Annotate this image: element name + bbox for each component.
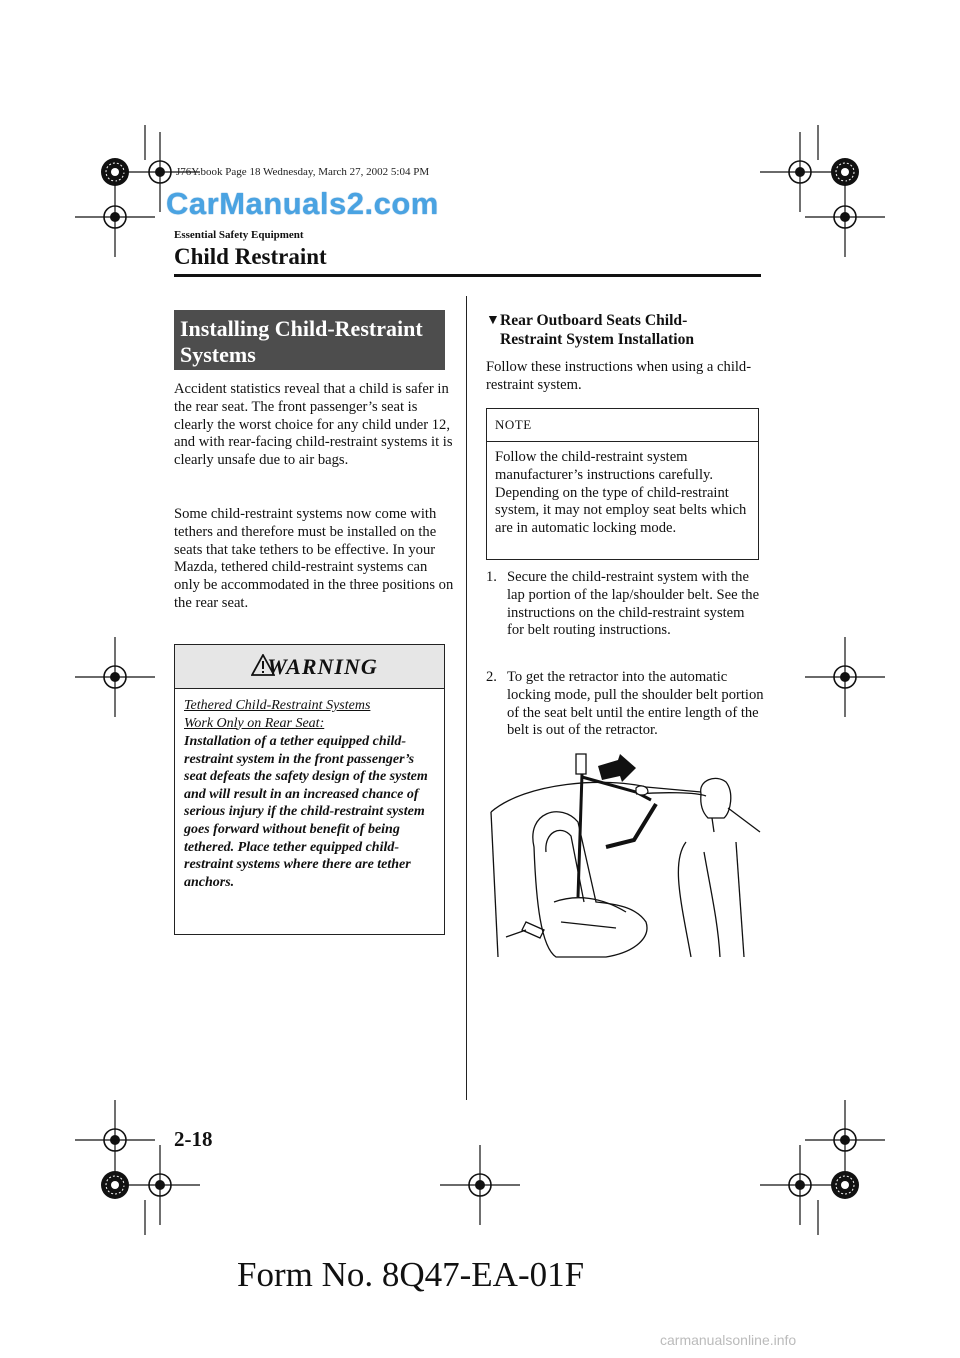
step-2-number: 2. bbox=[486, 669, 497, 685]
intro-paragraph: Follow these instructions when using a child-restraint system. bbox=[486, 359, 752, 393]
warning-subtitle-line-2: Work Only on Rear Seat: bbox=[184, 715, 325, 731]
warning-header bbox=[175, 645, 444, 689]
form-number: Form No. 8Q47-EA-01F bbox=[237, 1255, 585, 1294]
footer-watermark[interactable]: carmanualsonline.info bbox=[660, 1332, 797, 1348]
book-info-line: J76Y.book Page 18 Wednesday, March 27, 2002 5:04 PM bbox=[176, 166, 430, 178]
note-text: Follow the child-restraint system manufacturer’s instructions carefully. Depending on the type of child-restraint system, it may not employ seat belts which are in automatic locking mode. bbox=[495, 449, 747, 537]
step-1 bbox=[486, 569, 764, 659]
subheading-line-2: Restraint System Installation bbox=[500, 331, 695, 348]
title-rule bbox=[174, 274, 761, 277]
note-title: NOTE bbox=[495, 417, 532, 432]
section-banner bbox=[174, 310, 445, 370]
page-title: Child Restraint bbox=[174, 244, 327, 269]
step-1-number: 1. bbox=[486, 569, 497, 585]
warning-text: Installation of a tether equipped child-restraint system in the front passenger’s seat defeats the safety design of the system and will result in an increased chance of serious injury if the child-restraint system goes forward without benefit of being tethered. Place tether equipped child-restraint systems where there are tether anchors. bbox=[184, 734, 428, 890]
watermark-logo[interactable]: CarManuals2.com bbox=[166, 186, 439, 221]
column-divider bbox=[466, 296, 467, 1100]
note-box bbox=[486, 408, 759, 560]
section-label: Essential Safety Equipment bbox=[174, 229, 304, 241]
step-2-text: To get the retractor into the automatic locking mode, pull the shoulder belt portion of the seat belt until the entire length of the belt is out of the retractor. bbox=[507, 669, 764, 739]
triangle-marker-icon: ▼ bbox=[486, 313, 500, 328]
paragraph-tethers: Some child-restraint systems now come with tethers and therefore must be installed on the seats that take tethers to be effective. In your Mazda, tethered child-restraint systems can only be accommodated in the three positions on the rear seat. bbox=[174, 506, 454, 611]
banner-line-1: Installing Child-Restraint bbox=[180, 316, 423, 341]
banner-line-2: Systems bbox=[180, 342, 256, 367]
subheading-line-1: Rear Outboard Seats Child- bbox=[500, 312, 688, 329]
warning-box bbox=[174, 644, 445, 935]
paragraph-accident-statistics: Accident statistics reveal that a child is safer in the rear seat. The front passenger’s seat is clearly the worst choice for any child under 12, and with rear-facing child-restraint systems it is clearly unsafe due to air bags. bbox=[174, 381, 453, 469]
subheading bbox=[486, 311, 694, 349]
child-seat-illustration bbox=[486, 752, 762, 962]
warning-title: WARNING bbox=[267, 654, 378, 679]
warning-subtitle-line-1: Tethered Child-Restraint Systems bbox=[184, 698, 371, 713]
page-number: 2-18 bbox=[174, 1127, 213, 1151]
step-2 bbox=[486, 669, 764, 741]
note-header bbox=[487, 409, 758, 442]
warning-subtitle bbox=[184, 697, 439, 732]
step-1-text: Secure the child-restraint system with the lap portion of the lap/shoulder belt. See the instructions on the child-restraint system for belt routing instructions. bbox=[507, 569, 760, 639]
